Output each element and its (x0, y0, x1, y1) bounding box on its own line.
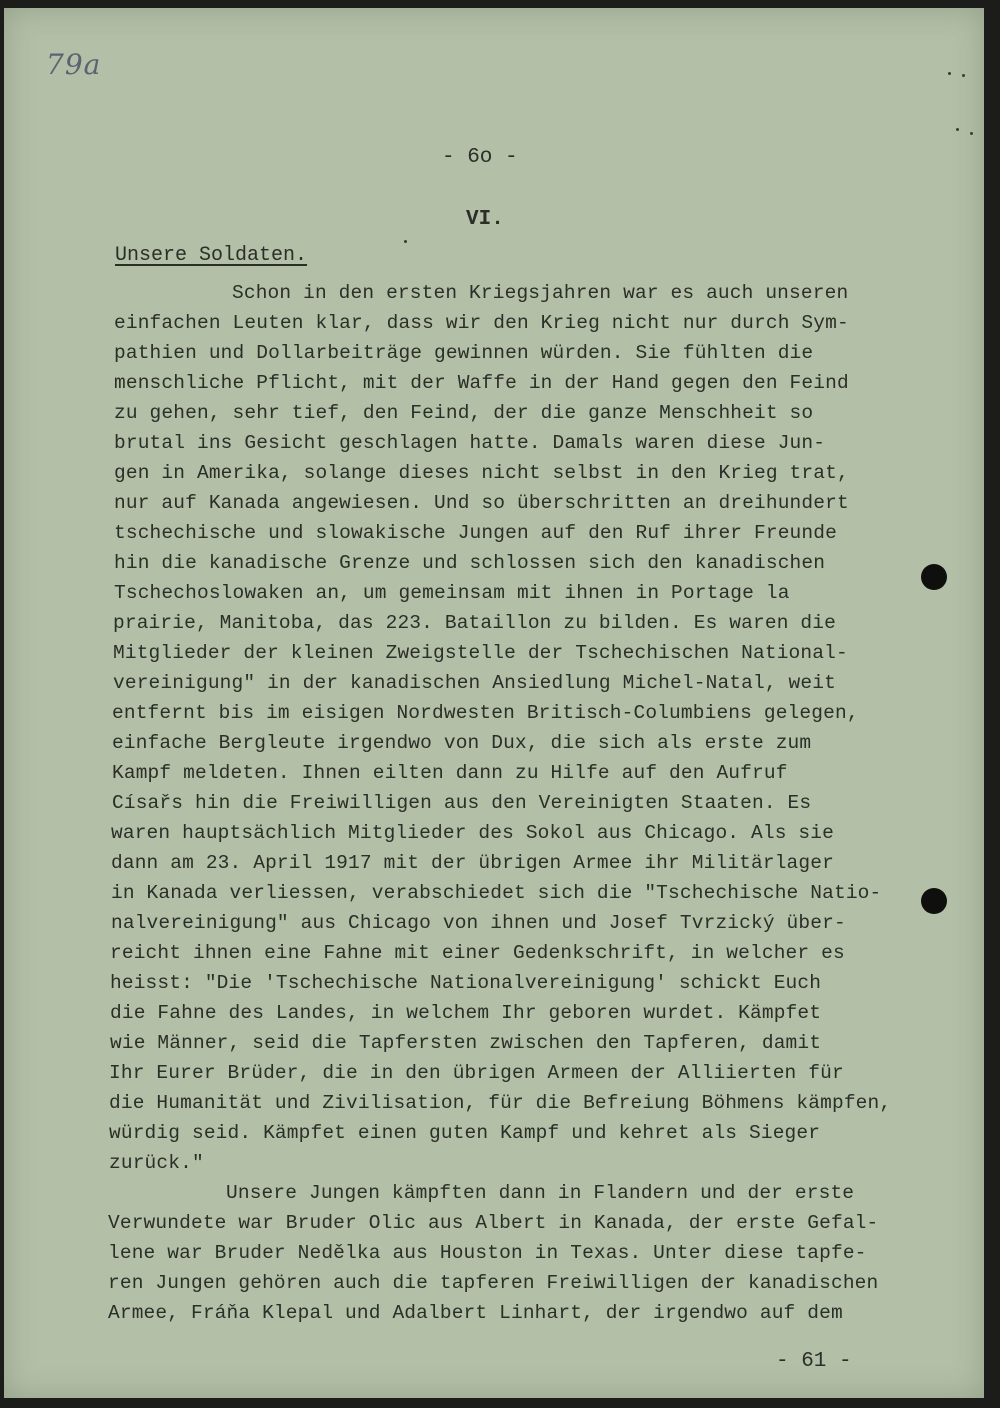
text-line: die Humanität und Zivilisation, für die Befreiung Böhmens kämpfen, (109, 1092, 892, 1114)
text-line: ren Jungen gehören auch die tapferen Freiwilligen der kanadischen (108, 1272, 879, 1294)
handwritten-page-note: 79a (46, 48, 102, 81)
text-line: pathien und Dollarbeiträge gewinnen würden. Sie fühlten die (114, 342, 814, 364)
section-heading: Unsere Soldaten. (115, 244, 308, 267)
text-line: hin die kanadische Grenze und schlossen sich den kanadischen (114, 552, 826, 574)
punch-hole (921, 564, 947, 590)
text-line: würdig seid. Kämpfet einen guten Kampf und kehret als Sieger (109, 1122, 821, 1144)
chapter-number: VI. (466, 208, 504, 231)
text-line: brutal ins Gesicht geschlagen hatte. Damals waren diese Jun- (114, 432, 826, 454)
page-number-top: - 6o - (442, 146, 518, 169)
text-line: die Fahne des Landes, in welchem Ihr geboren wurdet. Kämpfet (110, 1002, 822, 1024)
text-line: heisst: "Die 'Tschechische Nationalvereinigung' schickt Euch (110, 972, 822, 994)
text-line: lene war Bruder Nedělka aus Houston in Texas. Unter diese tapfe- (108, 1242, 867, 1264)
text-line: Mitglieder der kleinen Zweigstelle der Tschechischen National- (113, 642, 848, 664)
text-line: Unsere Jungen kämpften dann in Flandern und der erste (226, 1182, 855, 1204)
punch-hole (921, 888, 947, 914)
text-line: waren hauptsächlich Mitglieder des Sokol aus Chicago. Als sie (111, 822, 834, 844)
text-line: entfernt bis im eisigen Nordwesten Britisch-Columbiens gelegen, (112, 702, 859, 724)
text-line: einfache Bergleute irgendwo von Dux, die sich als erste zum (112, 732, 812, 754)
text-line: Císařs hin die Freiwilligen aus den Vereinigten Staaten. Es (112, 792, 812, 814)
text-line: wie Männer, seid die Tapfersten zwischen den Tapferen, damit (110, 1032, 822, 1054)
text-line: menschliche Pflicht, mit der Waffe in der Hand gegen den Feind (114, 372, 849, 394)
text-line: Ihr Eurer Brüder, die in den übrigen Armeen der Alliierten für (109, 1062, 844, 1084)
text-line: tschechische und slowakische Jungen auf den Ruf ihrer Freunde (114, 522, 837, 544)
text-line: nalvereinigung" aus Chicago von ihnen und Josef Tvrzický über- (111, 912, 846, 934)
paper-speck (962, 74, 965, 77)
text-line: zurück." (109, 1152, 204, 1174)
page-number-bottom: - 61 - (776, 1350, 852, 1373)
text-line: reicht ihnen eine Fahne mit einer Gedenkschrift, in welcher es (110, 942, 845, 964)
text-line: gen in Amerika, solange dieses nicht selbst in den Krieg trat, (114, 462, 849, 484)
text-line: vereinigung" in der kanadischen Ansiedlung Michel-Natal, weit (113, 672, 836, 694)
text-line: nur auf Kanada angewiesen. Und so überschritten an dreihundert (114, 492, 849, 514)
paper-speck (956, 128, 959, 131)
text-line: dann am 23. April 1917 mit der übrigen Armee ihr Militärlager (111, 852, 834, 874)
text-line: Verwundete war Bruder Olic aus Albert in Kanada, der erste Gefal- (108, 1212, 879, 1234)
text-line: Armee, Fráňa Klepal und Adalbert Linhart, der irgendwo auf dem (108, 1302, 843, 1324)
document-page (4, 8, 984, 1398)
text-line: Schon in den ersten Kriegsjahren war es auch unseren (232, 282, 849, 304)
text-line: in Kanada verliessen, verabschiedet sich die "Tschechische Natio- (111, 882, 882, 904)
text-line: prairie, Manitoba, das 223. Bataillon zu bilden. Es waren die (113, 612, 836, 634)
text-line: einfachen Leuten klar, dass wir den Krieg nicht nur durch Sym- (114, 312, 849, 334)
text-line: Tschechoslowaken an, um gemeinsam mit ihnen in Portage la (114, 582, 790, 604)
paper-speck (948, 72, 951, 75)
paper-speck (970, 132, 973, 135)
text-line: zu gehen, sehr tief, den Feind, der die ganze Menschheit so (114, 402, 814, 424)
paper-speck (404, 240, 407, 243)
text-line: Kampf meldeten. Ihnen eilten dann zu Hilfe auf den Aufruf (112, 762, 788, 784)
